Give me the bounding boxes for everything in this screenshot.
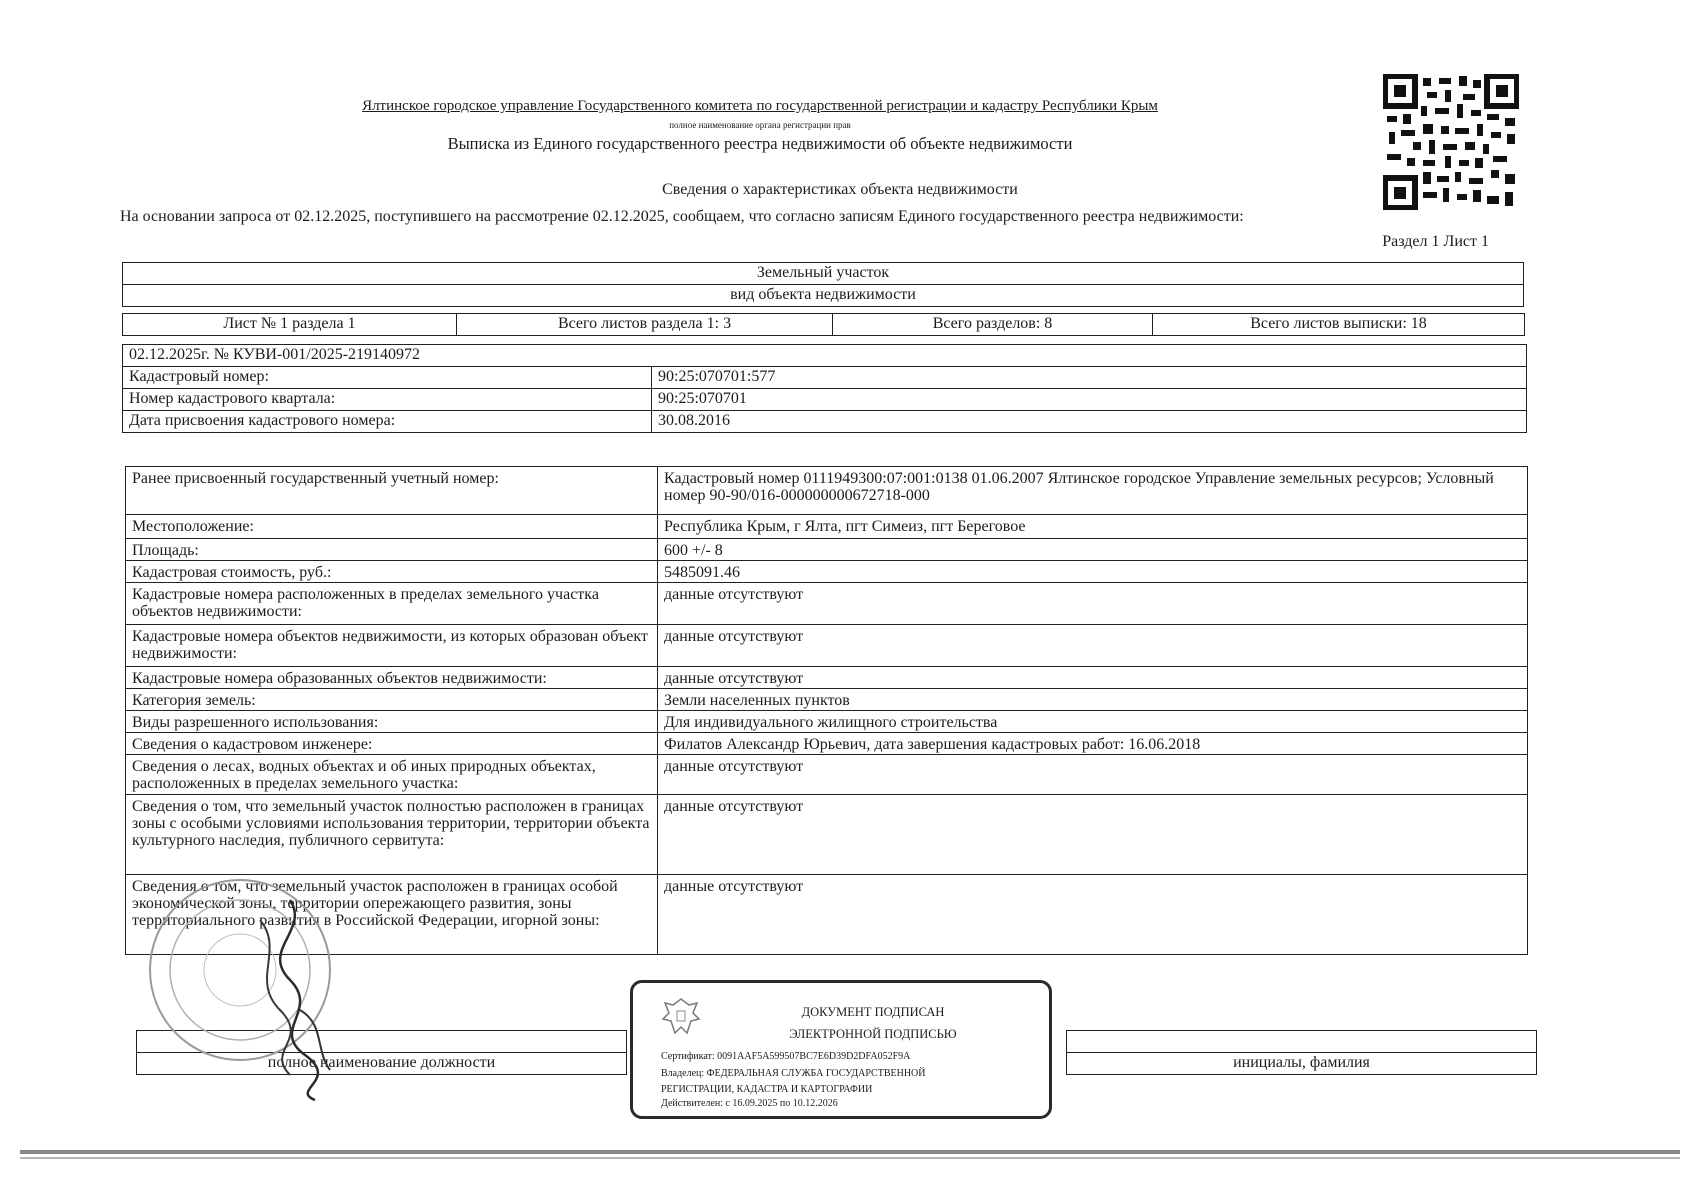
field-label: Кадастровые номера объектов недвижимости, из которых образован объект недвижимости: (126, 625, 658, 667)
electronic-signature-block (630, 980, 1052, 1119)
sheet-number: Лист № 1 раздела 1 (123, 314, 457, 336)
esign-heading-1: ДОКУМЕНТ ПОДПИСАН (801, 1005, 945, 1019)
field-value: 600 +/- 8 (658, 539, 1528, 561)
name-field (1067, 1031, 1537, 1053)
field-label: Кадастровая стоимость, руб.: (126, 561, 658, 583)
position-caption: полное наименование должности (137, 1053, 627, 1075)
field-label: Местоположение: (126, 515, 658, 539)
extract-date-number: 02.12.2025г. № КУВИ-001/2025-219140972 (123, 345, 1527, 367)
field-value: данные отсутствуют (658, 583, 1528, 625)
organization-caption: полное наименование органа регистрации прав (669, 120, 851, 130)
esign-heading-2: ЭЛЕКТРОННОЙ ПОДПИСЬЮ (789, 1027, 957, 1041)
ident-label: Номер кадастрового квартала: (123, 389, 652, 411)
object-type-caption: вид объекта недвижимости (123, 285, 1524, 307)
sections-total: Всего разделов: 8 (833, 314, 1153, 336)
section-sheets-total: Всего листов раздела 1: 3 (457, 314, 833, 336)
certificate-number: Сертификат: 0091AAF5A599507BC7E6D39D2DFA052F9A (661, 1051, 911, 1062)
ident-label: Дата присвоения кадастрового номера: (123, 411, 652, 433)
field-label: Площадь: (126, 539, 658, 561)
extract-sheets-total: Всего листов выписки: 18 (1153, 314, 1525, 336)
field-label: Сведения о кадастровом инженере: (126, 733, 658, 755)
qr-code-icon (1383, 74, 1519, 210)
field-value: 5485091.46 (658, 561, 1528, 583)
field-value: данные отсутствуют (658, 795, 1528, 875)
cadastral-quarter: 90:25:070701 (652, 389, 1527, 411)
basis-text: На основании запроса от 02.12.2025, поступившего на рассмотрение 02.12.2025, сообщаем, что согласно записям Единого государственного реестра недвижимости: (120, 208, 1244, 225)
certificate-validity: Действителен: с 16.09.2025 по 10.12.2026 (661, 1098, 838, 1109)
coat-of-arms-icon (659, 995, 703, 1039)
field-value: данные отсутствуют (658, 667, 1528, 689)
field-value: данные отсутствуют (658, 755, 1528, 795)
field-value: данные отсутствуют (658, 625, 1528, 667)
page-bottom-rule (20, 1157, 1680, 1159)
field-value: Земли населенных пунктов (658, 689, 1528, 711)
document-title: Выписка из Единого государственного реестра недвижимости об объекте недвижимости (447, 134, 1073, 153)
field-label: Кадастровые номера образованных объектов недвижимости: (126, 667, 658, 689)
field-value: Для индивидуального жилищного строительства (658, 711, 1528, 733)
field-label: Виды разрешенного использования: (126, 711, 658, 733)
field-label: Ранее присвоенный государственный учетный номер: (126, 467, 658, 515)
field-value: данные отсутствуют (658, 875, 1528, 955)
certificate-owner-cont: РЕГИСТРАЦИИ, КАДАСТРА И КАРТОГРАФИИ (661, 1084, 873, 1095)
object-type-value: Земельный участок (123, 263, 1524, 285)
object-type-table (122, 262, 1524, 307)
field-label: Кадастровые номера расположенных в пределах земельного участка объектов недвижимости: (126, 583, 658, 625)
organization-name: Ялтинское городское управление Государственного комитета по государственной регистрации и кадастру Республики Крым (362, 98, 1158, 114)
sheet-info-table (122, 313, 1525, 336)
name-caption: инициалы, фамилия (1067, 1053, 1537, 1075)
field-label: Сведения о том, что земельный участок расположен в границах особой экономической зоны, территории опережающего развития, зоны территориального развития в Российской Федерации, игорной зоны: (126, 875, 658, 955)
section-reference: Раздел 1 Лист 1 (1382, 233, 1489, 250)
assignment-date: 30.08.2016 (652, 411, 1527, 433)
field-label: Сведения о том, что земельный участок полностью расположен в границах зоны с особыми условиями использования территории, территории объекта культурного наследия, публичного сервитута: (126, 795, 658, 875)
field-label: Категория земель: (126, 689, 658, 711)
field-label: Сведения о лесах, водных объектах и об иных природных объектах, расположенных в пределах земельного участка: (126, 755, 658, 795)
field-value: Филатов Александр Юрьевич, дата завершения кадастровых работ: 16.06.2018 (658, 733, 1528, 755)
identification-table (122, 344, 1527, 433)
cadastral-number: 90:25:070701:577 (652, 367, 1527, 389)
field-value: Кадастровый номер 0111949300:07:001:0138 01.06.2007 Ялтинское городское Управление земельных ресурсов; Условный номер 90-90/016-000000000672718-000 (658, 467, 1528, 515)
field-value: Республика Крым, г Ялта, пгт Симеиз, пгт Береговое (658, 515, 1528, 539)
certificate-owner: Владелец: ФЕДЕРАЛЬНАЯ СЛУЖБА ГОСУДАРСТВЕННОЙ (661, 1068, 926, 1079)
seal-stamp-icon (140, 860, 380, 1110)
section-title: Сведения о характеристиках объекта недвижимости (662, 181, 1018, 198)
page-bottom-rule (20, 1150, 1680, 1154)
ident-label: Кадастровый номер: (123, 367, 652, 389)
